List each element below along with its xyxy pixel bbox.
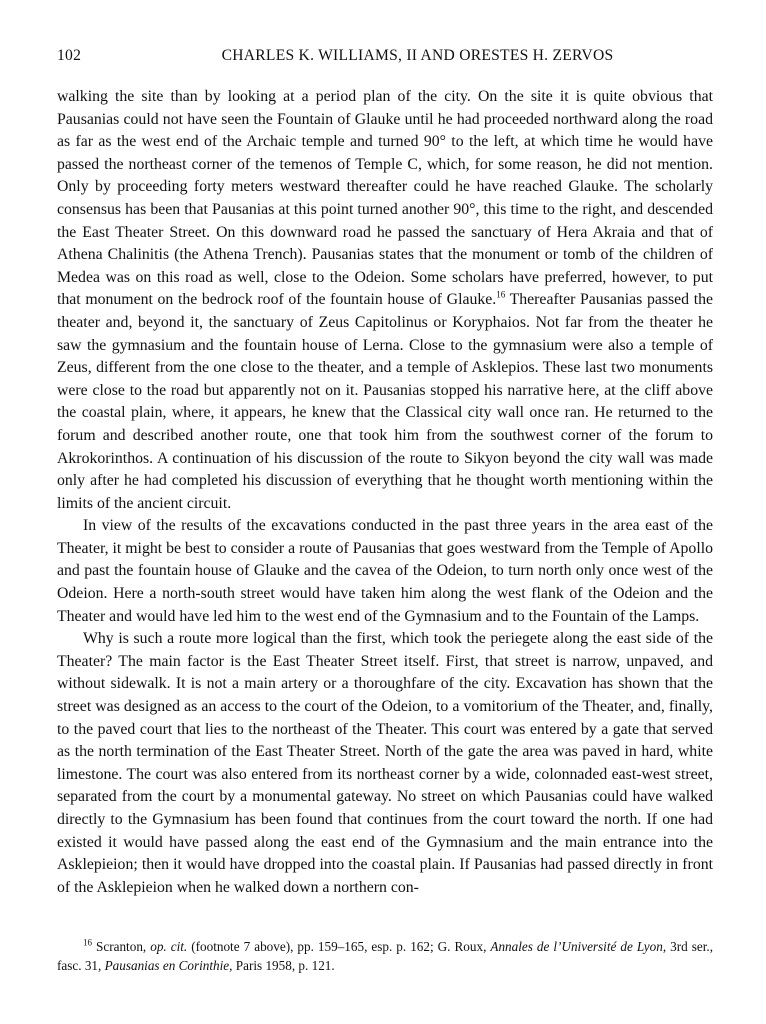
running-header: [57, 47, 714, 71]
paragraph-2: In view of the results of the excavations conducted in the past three years in the area east of the Theater, it might be best to consider a route of Pausanias that goes westward from the Temple of Apollo and past the fountain house of Glauke and the cavea of the Odeion, to turn north only once west of the Odeion. Here a north-south street would have taken him along the west flank of the Odeion and the Theater and would have led him to the west end of the Gymnasium and to the Fountain of the Lamps.: [57, 517, 713, 625]
paragraph-1: [57, 86, 713, 515]
paragraph-1-continuation: Thereafter Pausanias passed the theater and, beyond it, the sanctuary of Zeus Capitolinus or Koryphaios. Not far from the theater he saw the gymnasium and the fountain house of Lerna. Close to the gymnasium were also a temple of Zeus, different from the one close to the theater, and a temple of Asklepios. These last two monuments were close to the road but apparently not on it. Pausanias stopped his narrative here, at the cliff above the coastal plain, where, it appears, he knew that the Classical city wall once ran. He returned to the forum and described another route, one that took him from the southwest corner of the forum to Akrokorinthos. A continuation of his discussion of the route to Sikyon beyond the city wall was made only after he had completed his discussion of everything that he thought worth mentioning within the limits of the ancient circuit.: [57, 291, 714, 512]
body-text: [57, 86, 713, 899]
running-head-authors: CHARLES K. WILLIAMS, II AND ORESTES H. ZERVOS: [221, 47, 614, 64]
footnote-text-1: Scranton,: [96, 939, 151, 954]
footnote: [57, 937, 713, 975]
footnote-journal-title: Annales de l’Université de Lyon: [490, 939, 663, 954]
paragraph-3: Why is such a route more logical than the first, which took the periegete along the east side of the Theater? The main factor is the East Theater Street itself. First, that street is narrow, unpaved, and without sidewalk. It is not a main artery or a thoroughfare of the city. Excavation has shown that the street was designed as an access to the court of the Odeion, to a vomitorium of the Theater, and, finally, to the paved court that lies to the northeast of the Theater. This court was entered by a gate that served as the north termination of the East Theater Street. North of the gate the area was paved in hard, white limestone. The court was also entered from its northeast corner by a wide, colonnaded east-west street, separated from the court by a monumental gateway. No street on which Pausanias could have walked directly to the Gymnasium has been found that continues from the court toward the north. If one had existed it would have passed along the east end of the Gymnasium and the main entrance into the Asklepieion; then it would have dropped into the coastal plain. If Pausanias had passed directly in front of the Asklepieion when he walked down a northern con-: [57, 630, 713, 896]
footnote-text-2: (footnote 7 above), pp. 159–165, esp. p. 162; G. Roux,: [187, 939, 491, 954]
footnote-text-4: , Paris 1958, p. 121.: [229, 958, 335, 973]
footnote-citation-op-cit: op. cit.: [150, 939, 188, 954]
footnote-reference: 16: [496, 290, 506, 301]
footnote-number: 16: [83, 937, 92, 948]
paragraph-1-text: walking the site than by looking at a period plan of the city. On the site it is quite obvious that Pausanias could not have seen the Fountain of Glauke until he had proceeded northward along the road as far as the west end of the Archaic temple and turned 90° to the left, at which time he would have passed the northeast corner of the temenos of Temple C, which, for some reason, he did not mention. Only by proceeding forty meters westward thereafter could he have reached Glauke. The scholarly consensus has been that Pausanias at this point turned another 90°, this time to the right, and descended the East Theater Street. On this downward road he passed the sanctuary of Hera Akraia and that of Athena Chalinitis (the Athena Trench). Pausanias states that the monument or tomb of the children of Medea was on this road as well, close to the Odeion. Some scholars have preferred, however, to put that monument on the bedrock roof of the fountain house of Glauke.: [57, 88, 713, 309]
footnote-16: [57, 937, 713, 975]
footnote-text-3: , 3rd ser., fasc. 31,: [57, 939, 714, 973]
page-number: 102: [57, 47, 82, 64]
footnote-book-title: Pausanias en Corinthie: [104, 958, 230, 973]
